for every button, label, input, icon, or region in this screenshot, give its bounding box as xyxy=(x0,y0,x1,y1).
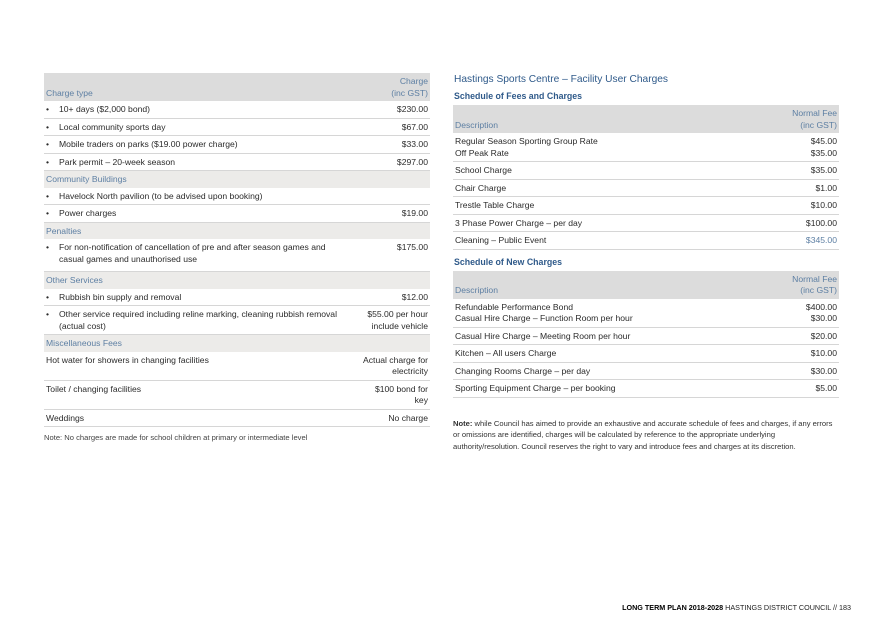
fee-header-line2: (inc GST) xyxy=(800,285,837,295)
note-text: while Council has aimed to provide an exhaustive and accurate schedule of fees and charges, if any errors or omissions are identified, charges will be calculated by reference to the appropriate underlying authority/resolution. Council reserves the right to vary and introduce fees and charges at its discretion. xyxy=(453,418,833,451)
row-label: Cleaning – Public Event xyxy=(453,232,755,250)
row-label: School Charge xyxy=(453,162,755,180)
charge-type-header: Charge type xyxy=(44,73,346,101)
row-label xyxy=(453,133,755,162)
table-row xyxy=(44,136,430,154)
footer-plan: LONG TERM PLAN 2018-2028 xyxy=(622,603,724,612)
table-row xyxy=(453,380,839,398)
row-label: Chair Charge xyxy=(453,179,755,197)
table-row xyxy=(44,380,430,409)
table-row xyxy=(44,101,430,118)
table-row xyxy=(44,205,430,223)
description-header: Description xyxy=(453,271,755,299)
bullet-icon: • xyxy=(46,291,50,302)
table-row xyxy=(453,232,839,250)
table-header xyxy=(453,271,839,299)
row-amount: $1.00 xyxy=(755,179,839,197)
row-amount xyxy=(755,133,839,162)
section-miscellaneous-fees: Miscellaneous Fees xyxy=(44,335,430,352)
row-label: Sporting Equipment Charge – per booking xyxy=(453,380,755,398)
table-header xyxy=(44,73,430,101)
normal-fee-header xyxy=(755,271,839,299)
row-amount: $30.00 xyxy=(755,362,839,380)
table-row xyxy=(44,118,430,136)
table-row xyxy=(44,409,430,427)
disclaimer-note xyxy=(453,418,839,453)
table-row xyxy=(44,289,430,306)
new-charges-table xyxy=(453,271,839,398)
row-label: Changing Rooms Charge – per day xyxy=(453,362,755,380)
row-amount: $297.00 xyxy=(346,153,430,171)
amount-line1: Actual charge for xyxy=(363,354,428,365)
table-row xyxy=(453,133,839,162)
bullet-icon: • xyxy=(46,139,50,149)
table-row xyxy=(453,197,839,215)
bullet-icon: • xyxy=(46,156,50,167)
bullet-icon: • xyxy=(46,242,50,252)
row-label: Power charges xyxy=(59,208,117,218)
amount-line1: $55.00 per hour xyxy=(367,309,428,319)
bullet-icon: • xyxy=(46,309,50,319)
row-amount: $67.00 xyxy=(346,118,430,136)
amount-line1: $100 bond for xyxy=(374,383,428,394)
page-footer xyxy=(622,603,851,612)
label-line1: Regular Season Sporting Group Rate xyxy=(455,136,598,146)
row-amount: $230.00 xyxy=(346,101,430,118)
row-label: Local community sports day xyxy=(59,121,166,132)
row-amount: $345.00 xyxy=(755,232,839,250)
row-label: Rubbish bin supply and removal xyxy=(59,291,182,302)
row-amount xyxy=(346,380,430,409)
charge-header xyxy=(346,73,430,101)
row-amount: No charge xyxy=(346,409,430,427)
amount-line2: $35.00 xyxy=(810,147,837,158)
table-row xyxy=(453,327,839,345)
row-amount xyxy=(346,306,430,335)
label-line2: Casual Hire Charge – Function Room per hour xyxy=(455,313,633,323)
row-label: Park permit – 20-week season xyxy=(59,156,176,167)
charges-table xyxy=(44,73,430,427)
charge-header-line1: Charge xyxy=(399,76,428,86)
row-label: Casual Hire Charge – Meeting Room per hour xyxy=(453,327,755,345)
row-amount: $12.00 xyxy=(346,289,430,306)
row-amount: $10.00 xyxy=(755,345,839,363)
section-community-buildings: Community Buildings xyxy=(44,171,430,188)
row-label: Toilet / changing facilities xyxy=(44,380,346,409)
section-penalties: Penalties xyxy=(44,222,430,239)
amount-line2: include vehicle xyxy=(371,320,428,331)
row-label: For non-notification of cancellation of pre and after season games and casual games and unauthorised use xyxy=(59,242,326,264)
section-other-services: Other Services xyxy=(44,272,430,289)
row-amount: $100.00 xyxy=(755,214,839,232)
bullet-icon: • xyxy=(46,208,50,218)
amount-line2: $30.00 xyxy=(810,313,837,323)
amount-line1: $45.00 xyxy=(810,136,837,146)
row-amount xyxy=(346,188,430,205)
row-amount: $35.00 xyxy=(755,162,839,180)
table-row xyxy=(44,153,430,171)
bullet-icon: • xyxy=(46,121,50,132)
fees-table xyxy=(453,105,839,250)
fee-header-line2: (inc GST) xyxy=(800,119,837,130)
table-header xyxy=(453,105,839,133)
table-row xyxy=(44,306,430,335)
row-label: Other service required including reline marking, cleaning rubbish removal (actual cost) xyxy=(59,309,338,331)
row-label: 3 Phase Power Charge – per day xyxy=(453,214,755,232)
row-amount: $20.00 xyxy=(755,327,839,345)
amount-line1: $400.00 xyxy=(805,301,837,312)
right-column xyxy=(453,73,839,452)
row-label: Trestle Table Charge xyxy=(453,197,755,215)
row-amount: $5.00 xyxy=(755,380,839,398)
row-label: Mobile traders on parks ($19.00 power charge) xyxy=(59,139,238,149)
row-amount xyxy=(755,299,839,328)
description-header: Description xyxy=(453,105,755,133)
fee-header-line1: Normal Fee xyxy=(792,108,837,118)
table-row xyxy=(453,162,839,180)
table-row xyxy=(44,352,430,381)
table-row xyxy=(44,239,430,272)
amount-line2: key xyxy=(414,395,428,405)
row-amount: $175.00 xyxy=(346,239,430,272)
row-amount xyxy=(346,352,430,381)
label-line2: Off Peak Rate xyxy=(455,147,509,158)
label-line1: Refundable Performance Bond xyxy=(455,301,574,312)
row-label: Havelock North pavilion (to be advised upon booking) xyxy=(59,190,263,201)
bullet-icon: • xyxy=(46,190,50,201)
table-row xyxy=(453,299,839,328)
schedule-new-heading: Schedule of New Charges xyxy=(454,256,563,267)
footer-council: HASTINGS DISTRICT COUNCIL // 183 xyxy=(723,603,851,612)
table-row xyxy=(44,188,430,205)
bullet-icon: • xyxy=(46,104,50,114)
left-column xyxy=(44,73,430,443)
row-amount: $33.00 xyxy=(346,136,430,154)
table-row xyxy=(453,345,839,363)
row-amount: $19.00 xyxy=(346,205,430,223)
row-amount: $10.00 xyxy=(755,197,839,215)
table-row xyxy=(453,214,839,232)
normal-fee-header xyxy=(755,105,839,133)
table-row xyxy=(453,362,839,380)
sports-centre-title: Hastings Sports Centre – Facility User Charges xyxy=(454,74,669,85)
schedule-fees-heading: Schedule of Fees and Charges xyxy=(454,91,583,101)
school-children-note: Note: No charges are made for school children at primary or intermediate level xyxy=(44,433,308,442)
table-row xyxy=(453,179,839,197)
row-label xyxy=(453,299,755,328)
row-label: 10+ days ($2,000 bond) xyxy=(59,104,151,114)
row-label: Kitchen – All users Charge xyxy=(453,345,755,363)
charge-header-line2: (inc GST) xyxy=(391,87,428,98)
amount-line2: electricity xyxy=(392,366,428,376)
row-label: Weddings xyxy=(44,409,346,427)
row-label: Hot water for showers in changing facilities xyxy=(44,352,346,381)
note-label: Note: xyxy=(453,418,473,428)
fee-header-line1: Normal Fee xyxy=(792,273,837,284)
